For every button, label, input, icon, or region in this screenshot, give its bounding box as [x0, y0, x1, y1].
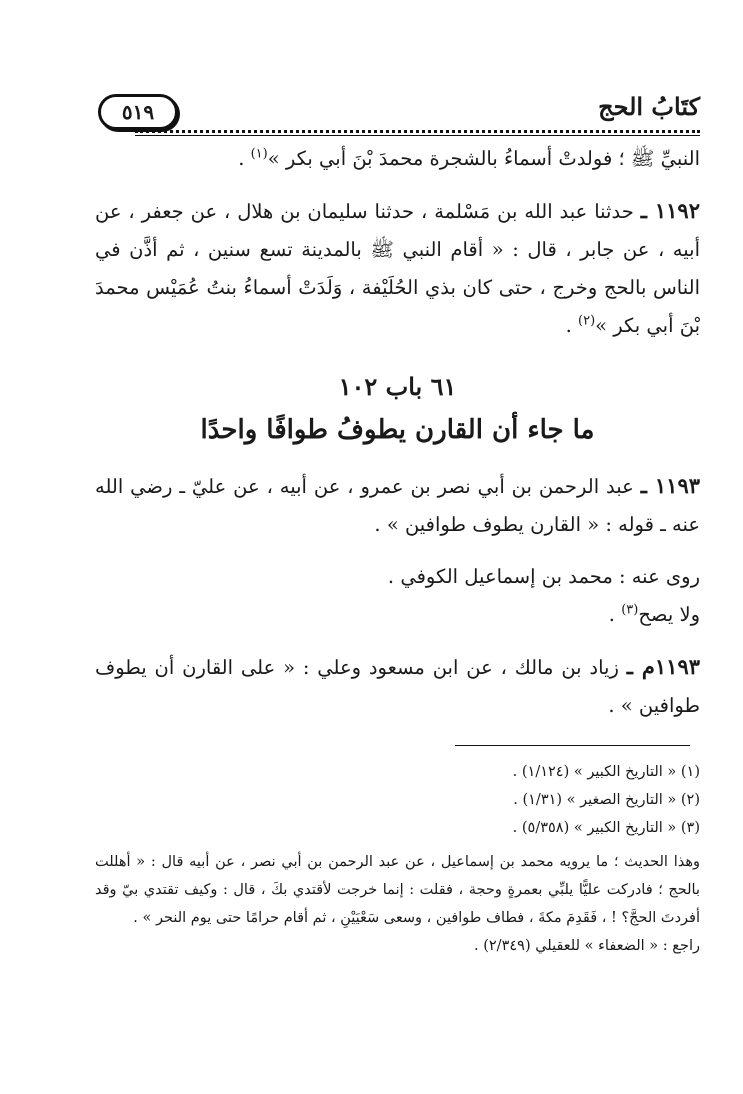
page-number-badge [98, 94, 178, 130]
footnote-3-reference: راجع : « الضعفاء » للعقيلي (٢/٣٤٩) . [474, 938, 700, 954]
footnote-ref-2: (٢) [578, 313, 596, 329]
hadith-1193m: ١١٩٣م ـ زياد بن مالك ، عن ابن مسعود وعلي : « على القارن أن يطوف طوافين » . [95, 654, 701, 717]
footnotes [95, 758, 700, 960]
main-text [95, 140, 700, 725]
hadith-number: ١١٩٣ ـ [640, 473, 701, 498]
header-solid-rule [135, 135, 700, 136]
hadith-number: ١١٩٣م ـ [626, 654, 701, 679]
hadith-1192: ١١٩٢ ـ حدثنا عبد الله بن مَسْلمة ، حدثنا سليمان بن هلال ، عن جعفر ، عن أبيه ، عن جابر ، قال : « أقام النبي ﷺ بالمدينة تسع سنين ، ثم أذَّن في الناس بالحج وخرج ، حتى كان بذي الحُلَيْفة ، وَلَدَتْ أسماءُ بنتُ عُمَيْس محمدَ بْنَ أبي بكر »$^{(٢)}$ . [95, 198, 700, 337]
page-number: ٥١٩ [121, 100, 155, 124]
grading-line: ولا يصح$^{(٣)}$ . [608, 602, 700, 626]
footnote-ref-1: (١) [250, 146, 268, 162]
footnote-3: (٣) « التاريخ الكبير » (٥/٣٥٨) . [512, 820, 700, 836]
narrator-line: روى عنه : محمد بن إسماعيل الكوفي . [387, 565, 700, 588]
header-dotted-rule [135, 130, 700, 133]
continuation-line: النبيِّ ﷺ ؛ فولدتْ أسماءُ بالشجرة محمدَ بْنَ أبي بكر »$^{(١)}$ . [238, 146, 700, 170]
footnote-ref-3: (٣) [621, 602, 639, 618]
page-header [95, 88, 700, 138]
book-title: كتَابُ الحج [598, 92, 700, 121]
hadith-number: ١١٩٢ ـ [640, 198, 700, 223]
hadith-1193: ١١٩٣ ـ عبد الرحمن بن أبي نصر بن عمرو ، عن أبيه ، عن عليّ ـ رضي الله عنه ـ قوله : « القارن يطوف طوافين » . [95, 473, 701, 536]
footnote-2: (٢) « التاريخ الصغير » (١/٣١) . [513, 792, 700, 808]
chapter-label: ٦١ باب ١٠٢ [338, 372, 457, 401]
footnote-separator [455, 745, 690, 746]
chapter-title: ما جاء أن القارن يطوفُ طوافًا واحدًا [200, 415, 595, 445]
footnote-3-commentary: وهذا الحديث ؛ ما يرويه محمد بن إسماعيل ، عن عبد الرحمن بن أبي نصر ، عن أبيه قال : « أهللت بالحج ؛ فادركت عليًّا يلبِّي بعمرةٍ وحجة ، فقلت : إنما خرجت لأقتدي بكَ ، قال : وكيف تقتدي بيّ وقد أفردتَ الحجَّ؟ ! ، فَقَدِمَ مكةَ ، فطاف طوافين ، وسعى سَعْيَيْنِ ، ثم أقام حرامًا حتى يوم النحر » . [95, 854, 700, 926]
footnote-1: (١) « التاريخ الكبير » (١/١٢٤) . [512, 764, 700, 780]
